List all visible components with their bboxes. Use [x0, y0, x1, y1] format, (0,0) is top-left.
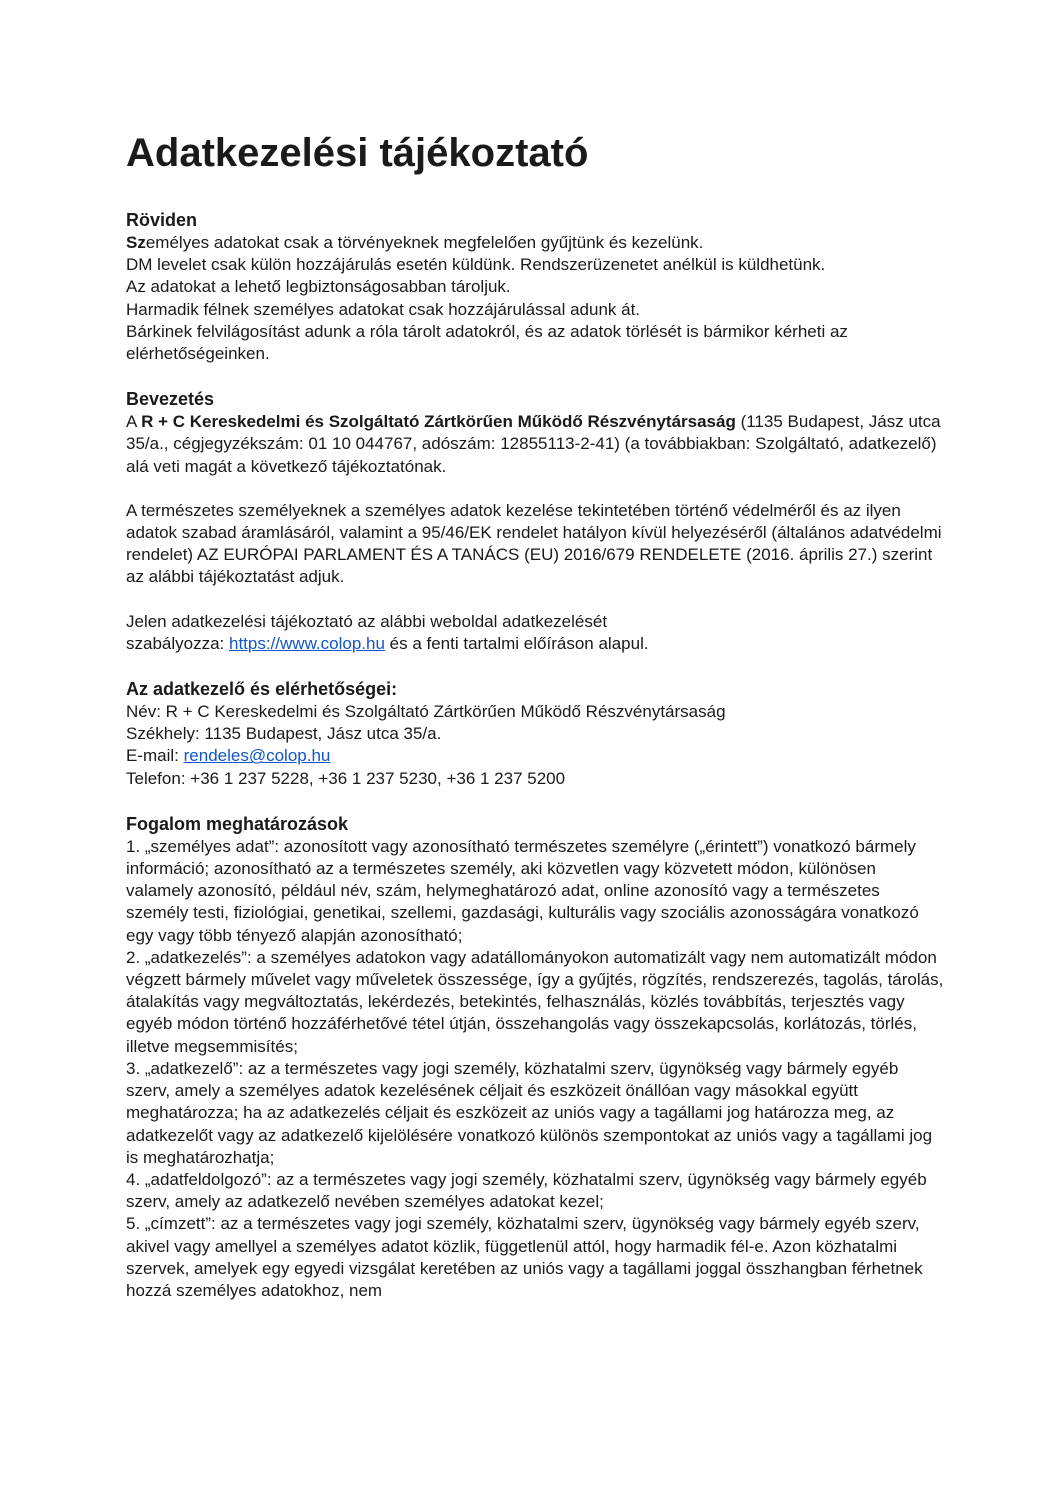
roviden-lead-bold: Sz [126, 233, 146, 252]
bevezetes-paragraph-3 [126, 611, 946, 655]
section-heading-fogalom: Fogalom meghatározások [126, 813, 349, 834]
bevezetes-paragraph-2: A természetes személyeknek a személyes adatok kezelése tekintetében történő védelméről és az ilyen adatok szabad áramlásáról, valamint a 95/46/EK rendelet hatályon kívül helyezéséről (általános adatvédelmi rendelet) AZ EURÓPAI PARLAMENT ÉS A TANÁCS (EU) 2016/679 RENDELETE (2016. április 27.) szerint az alábbi tájékoztatást adjuk. [126, 500, 942, 587]
section-roviden [126, 208, 946, 365]
section-bevezetes [126, 387, 946, 655]
section-heading-roviden: Röviden [126, 210, 198, 230]
roviden-lead [126, 232, 946, 254]
email-label: E-mail: [126, 746, 184, 766]
company-name: R + C Kereskedelmi és Szolgáltató Zártkörűen Működő Részvénytársaság [141, 412, 736, 432]
section-heading-bevezetes: Bevezetés [126, 389, 215, 410]
bevezetes-paragraph-1 [126, 411, 946, 478]
controller-email-line [126, 745, 946, 767]
roviden-line: DM levelet csak külön hozzájárulás esetén küldünk. Rendszerüzenetet anélkül is küldhetünk. [126, 255, 826, 275]
controller-address: Székhely: 1135 Budapest, Jász utca 35/a. [126, 724, 442, 744]
controller-phone: Telefon: +36 1 237 5228, +36 1 237 5230, +36 1 237 5200 [126, 768, 566, 788]
section-adatkezelo [126, 677, 946, 790]
definition-item: 2. „adatkezelés”: a személyes adatokon vagy adatállományokon automatizált vagy nem automatizált módon végzett bármely művelet vagy műveletek összessége, így a gyűjtés, rögzítés, rendszerezés, tagolás, tárolás, átalakítás vagy megváltoztatás, lekérdezés, betekintés, felhasználás, közlés továbbítás, terjesztés vagy egyéb módon történő hozzáférhetővé tétel útján, összehangolás vagy összekapcsolás, korlátozás, törlés, illetve megsemmisítés; [126, 947, 944, 1056]
email-link[interactable]: rendeles@colop.hu [183, 746, 331, 766]
bevezetes-p1-rest: (1135 Budapest, Jász utca 35/a., cégjegyzékszám: 01 10 044767, adószám: 12855113-2-41) (a továbbiakban: Szolgáltató, adatkezelő) alá veti magát a következő tájékoztatónak. [126, 412, 941, 476]
definition-item: 1. „személyes adat”: azonosított vagy azonosítható természetes személyre („érintett”) vonatkozó bármely információ; azonosítható az a természetes személy, aki közvetlen vagy közvetett módon, különösen valamely azonosító, például név, szám, helymeghatározó adat, online azonosító vagy a természetes személy testi, fiziológiai, genetikai, szellemi, gazdasági, kulturális vagy szociális azonosságára vonatkozó egy vagy több tényező alapján azonosítható; [126, 836, 919, 945]
page-title: Adatkezelési tájékoztató [126, 131, 589, 175]
definition-item: 4. „adatfeldolgozó”: az a természetes vagy jogi személy, közhatalmi szerv, ügynökség vagy bármely egyéb szerv, amely az adatkezelő nevében személyes adatokat kezel; [126, 1169, 927, 1212]
bevezetes-p3-line1: Jelen adatkezelési tájékoztató az alábbi weboldal adatkezelését [126, 611, 608, 631]
website-link[interactable]: https://www.colop.hu [229, 633, 385, 653]
roviden-line: Az adatokat a lehető legbiztonságosabban tároljuk. [126, 277, 511, 297]
bevezetes-p3-prefix: szabályozza: [126, 633, 229, 653]
roviden-line: Bárkinek felvilágosítást adunk a róla tárolt adatokról, és az adatok törlését is bármikor kérheti az elérhetőségeinken. [126, 321, 848, 364]
section-heading-adatkezelo: Az adatkezelő és elérhetőségei: [126, 679, 398, 700]
section-fogalom [126, 812, 946, 1302]
bevezetes-p1-prefix: A [126, 412, 142, 432]
definition-item: 5. „címzett”: az a természetes vagy jogi személy, közhatalmi szerv, ügynökség vagy bármely egyéb szerv, akivel vagy amellyel a személyes adatot közlik, függetlenül attól, hogy harmadik fél-e. Azon közhatalmi szervek, amelyek egy egyedi vizsgálat keretében az uniós vagy a tagállami joggal összhangban férhetnek hozzá személyes adatokhoz, nem [126, 1214, 923, 1300]
document-page [126, 128, 946, 1324]
bevezetes-p3-suffix: és a fenti tartalmi előíráson alapul. [384, 633, 649, 653]
roviden-lead-rest: emélyes adatokat csak a törvényeknek megfelelően gyűjtünk és kezelünk. [145, 233, 704, 252]
controller-name: Név: R + C Kereskedelmi és Szolgáltató Zártkörűen Működő Részvénytársaság [126, 702, 726, 722]
roviden-line: Harmadik félnek személyes adatokat csak hozzájárulással adunk át. [126, 299, 641, 319]
definition-item: 3. „adatkezelő”: az a természetes vagy jogi személy, közhatalmi szerv, ügynökség vagy bármely egyéb szerv, amely a személyes adatok kezelésének céljait és eszközeit önállóan vagy másokkal együtt meghatározza; ha az adatkezelés céljait és eszközeit az uniós vagy a tagállami jog határozza meg, az adatkezelőt vagy az adatkezelő kijelölésére vonatkozó különös szempontokat az uniós vagy a tagállami jog is meghatározhatja; [126, 1058, 933, 1167]
